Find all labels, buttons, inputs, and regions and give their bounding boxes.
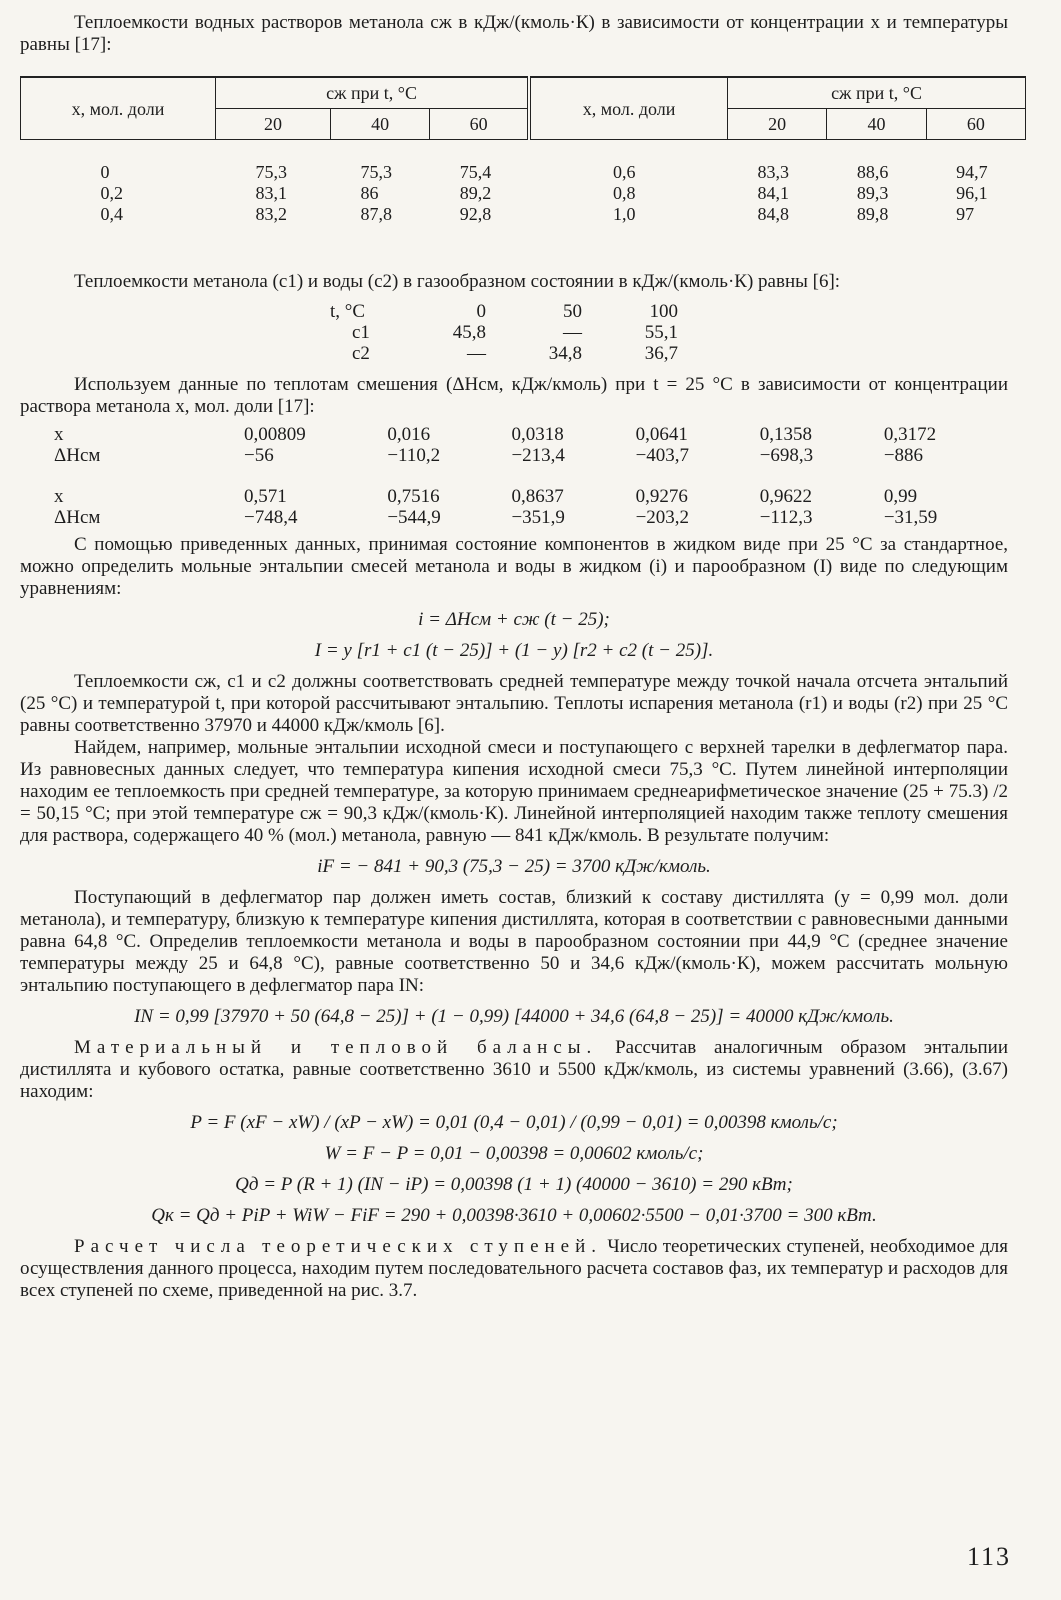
table-row: ΔHсм −56 −110,2 −213,4 −403,7 −698,3 −886 <box>54 445 924 466</box>
equation-vapor-enthalpy: I = y [r1 + c1 (t − 25)] + (1 − y) [r2 + c2 (t − 25)]. <box>314 640 714 661</box>
equation-bottoms: W = F − P = 0,01 − 0,00398 = 0,00602 кмоль/с; <box>324 1143 704 1164</box>
heat-capacity-table <box>20 76 1026 225</box>
page-body <box>20 12 1008 1302</box>
table-row: c1 45,8 — 55,1 <box>352 322 678 343</box>
mix-paragraph: Используем данные по теплотам смешения (ΔHсм, кДж/кмоль) при t = 25 °C в зависимости от концентрации раствора метанола x, мол. доли [17]: <box>20 374 1008 417</box>
temp-col: 40 <box>827 109 926 140</box>
x-header-left: x, мол. доли <box>21 77 216 140</box>
c-header-left: cж при t, °C <box>216 77 530 109</box>
table-row: x 0,00809 0,016 0,0318 0,0641 0,1358 0,3172 <box>54 424 937 445</box>
mixing-heat-table <box>20 424 1008 528</box>
equation-condenser-heat: Qд = P (R + 1) (IN − iP) = 0,00398 (1 + 1) (40000 − 3610) = 290 кВт; <box>235 1174 793 1195</box>
x-header-right: x, мол. доли <box>529 77 728 140</box>
temp-col: 60 <box>430 109 529 140</box>
enthalpy-paragraph: С помощью приведенных данных, принимая состояние компонентов в жидком виде при 25 °C за стандартное, можно определить мольные энтальпии смесей метанола и воды в жидком (i) и парообразном (I) виде по следующим уравнениям: <box>20 534 1008 599</box>
equation-reboiler-heat: Qк = Qд + PiP + WiW − FiF = 290 + 0,00398·3610 + 0,00602·5500 − 0,01·3700 = 300 кВт. <box>151 1205 877 1226</box>
balance-heading: Материальный и тепловой балансы. <box>74 1037 598 1058</box>
gas-paragraph: Теплоемкости метанола (c1) и воды (c2) в газообразном состоянии в кДж/(кмоль·К) равны [6]: <box>74 271 841 292</box>
table-row: 0,2 83,1 86 89,2 0,8 84,1 89,3 96,1 <box>100 183 988 203</box>
c-header-right: cж при t, °C <box>728 77 1026 109</box>
intro-paragraph: Теплоемкости водных растворов метанола cж в кДж/(кмоль·К) в зависимости от концентрации x и температуры равны [17]: <box>20 12 1008 55</box>
equation-feed-enthalpy: iF = − 841 + 90,3 (75,3 − 25) = 3700 кДж/кмоль. <box>317 856 711 877</box>
table-row: 0,4 83,2 87,8 92,8 1,0 84,8 89,8 97 <box>100 204 975 224</box>
equation-liquid-enthalpy: i = ΔHсм + cж (t − 25); <box>418 609 610 630</box>
table-row: x 0,571 0,7516 0,8637 0,9276 0,9622 0,99 <box>54 486 918 507</box>
table-row: c2 — 34,8 36,7 <box>352 343 678 364</box>
stages-paragraph: Расчет числа теоретических ступеней. Число теоретических ступеней, необходимое для осуществления данного процесса, находим путем последовательного расчета составов фаз, их температур и расходов для всех ступеней по схеме, приведенной на рис. 3.7. <box>20 1236 1008 1301</box>
page-number: 113 <box>966 1542 1011 1571</box>
balance-paragraph: Материальный и тепловой балансы. Рассчитав аналогичным образом энтальпии дистиллята и кубового остатка, равные соответственно 3610 и 5500 кДж/кмоль, из системы уравнений (3.66), (3.67) находим: <box>20 1037 1008 1102</box>
find-enthalpy-paragraph: Найдем, например, мольные энтальпии исходной смеси и поступающего с верхней тарелки в дефлегматор пара. Из равновесных данных следует, что температура кипения исходной смеси 75,3 °C. Путем линейной интерполяции находим ее теплоемкость при средней температуре, за которую принимаем среднеарифметическое значение (25 + 75.3) /2 = 50,15 °C; при этой температуре cж = 90,3 кДж/(кмоль·К). Линейной интерполяцией находим также теплоту смешения для раствора, содержащего 40 % (мол.) метанола, равную — 841 кДж/кмоль. В результате получим: <box>20 737 1008 846</box>
equation-vapor-in: IN = 0,99 [37970 + 50 (64,8 − 25)] + (1 − 0,99) [44000 + 34,6 (64,8 − 25)] = 40000 кДж/кмоль. <box>134 1006 894 1027</box>
gas-heat-table <box>330 301 704 364</box>
stages-heading: Расчет числа теоретических ступеней. <box>74 1236 603 1257</box>
table-row: 0 75,3 75,3 75,4 0,6 83,3 88,6 94,7 <box>100 162 988 182</box>
temp-col: 20 <box>728 109 827 140</box>
heat-capacity-paragraph: Теплоемкости cж, c1 и c2 должны соответствовать средней температуре между точкой начала отсчета энтальпий (25 °C) и температурой t, при которой рассчитывают энтальпию. Теплоты испарения метанола (r1) и воды (r2) при 25 °C равны соответственно 37970 и 44000 кДж/кмоль [6]. <box>20 671 1008 736</box>
table-row: t, °C 0 50 100 <box>330 301 678 322</box>
temp-col: 40 <box>330 109 429 140</box>
vapor-paragraph: Поступающий в дефлегматор пар должен иметь состав, близкий к составу дистиллята (y = 0,99 мол. доли метанола), и температуру, близкую к температуре кипения дистиллята, которая в соответствии с равновесными данными равна 64,8 °C. Определив теплоемкости метанола и воды в парообразном состоянии при 44,9 °C (среднее значение температуры между 25 и 64,8 °C), равные соответственно 50 и 34,6 кДж/(кмоль·К), можем рассчитать мольную энтальпию поступающего в дефлегматор пара IN: <box>20 887 1008 996</box>
table-row: ΔHсм −748,4 −544,9 −351,9 −203,2 −112,3 −31,59 <box>54 507 938 528</box>
temp-col: 60 <box>926 109 1025 140</box>
equation-distillate: P = F (xF − xW) / (xP − xW) = 0,01 (0,4 − 0,01) / (0,99 − 0,01) = 0,00398 кмоль/с; <box>190 1112 838 1133</box>
temp-col: 20 <box>216 109 331 140</box>
